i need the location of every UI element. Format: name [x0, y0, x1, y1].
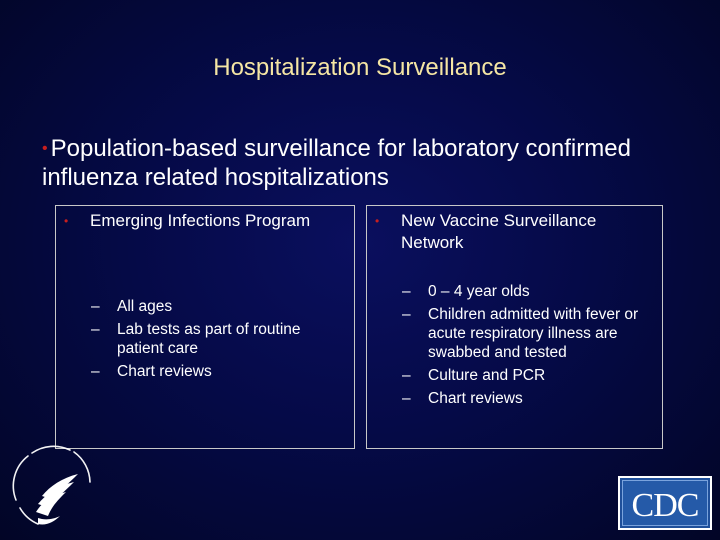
list-item: – 0 – 4 year olds — [402, 283, 530, 300]
hhs-seal-icon — [8, 442, 98, 532]
dash-icon: – — [402, 306, 411, 323]
lead-bullet-paragraph — [42, 134, 682, 192]
bullet-icon: • — [375, 214, 380, 228]
eip-list — [91, 297, 346, 385]
list-item: – Chart reviews — [402, 390, 523, 407]
bullet-icon: • — [42, 140, 48, 157]
eip-heading: Emerging Infections Program — [90, 211, 311, 230]
nvsn-list — [402, 282, 657, 412]
dash-icon: – — [91, 363, 100, 380]
cdc-logo-inner — [622, 480, 708, 526]
list-item: – All ages — [91, 298, 173, 315]
slide-title: Hospitalization Surveillance — [213, 54, 507, 81]
lead-text: Population-based surveillance for laboratory confirmed influenza related hospitalizations — [42, 135, 631, 191]
dash-icon: – — [91, 321, 100, 338]
bullet-icon: • — [64, 214, 69, 228]
eip-heading-row — [64, 210, 344, 232]
list-item: – Culture and PCR — [402, 367, 546, 384]
list-item: – Children admitted with fever or acute respiratory illness are swabbed and tested — [402, 306, 639, 361]
dash-icon: – — [402, 283, 411, 300]
dash-icon: – — [402, 390, 411, 407]
eip-box — [55, 205, 355, 449]
cdc-logo — [618, 476, 712, 530]
nvsn-heading-row — [375, 210, 655, 254]
cdc-logo-text: CDC — [631, 487, 699, 524]
nvsn-heading: New Vaccine Surveillance Network — [401, 211, 597, 252]
list-item: – Lab tests as part of routine patient care — [91, 321, 301, 357]
dash-icon: – — [91, 298, 100, 315]
dash-icon: – — [402, 367, 411, 384]
list-item: – Chart reviews — [91, 363, 212, 380]
nvsn-box — [366, 205, 663, 449]
